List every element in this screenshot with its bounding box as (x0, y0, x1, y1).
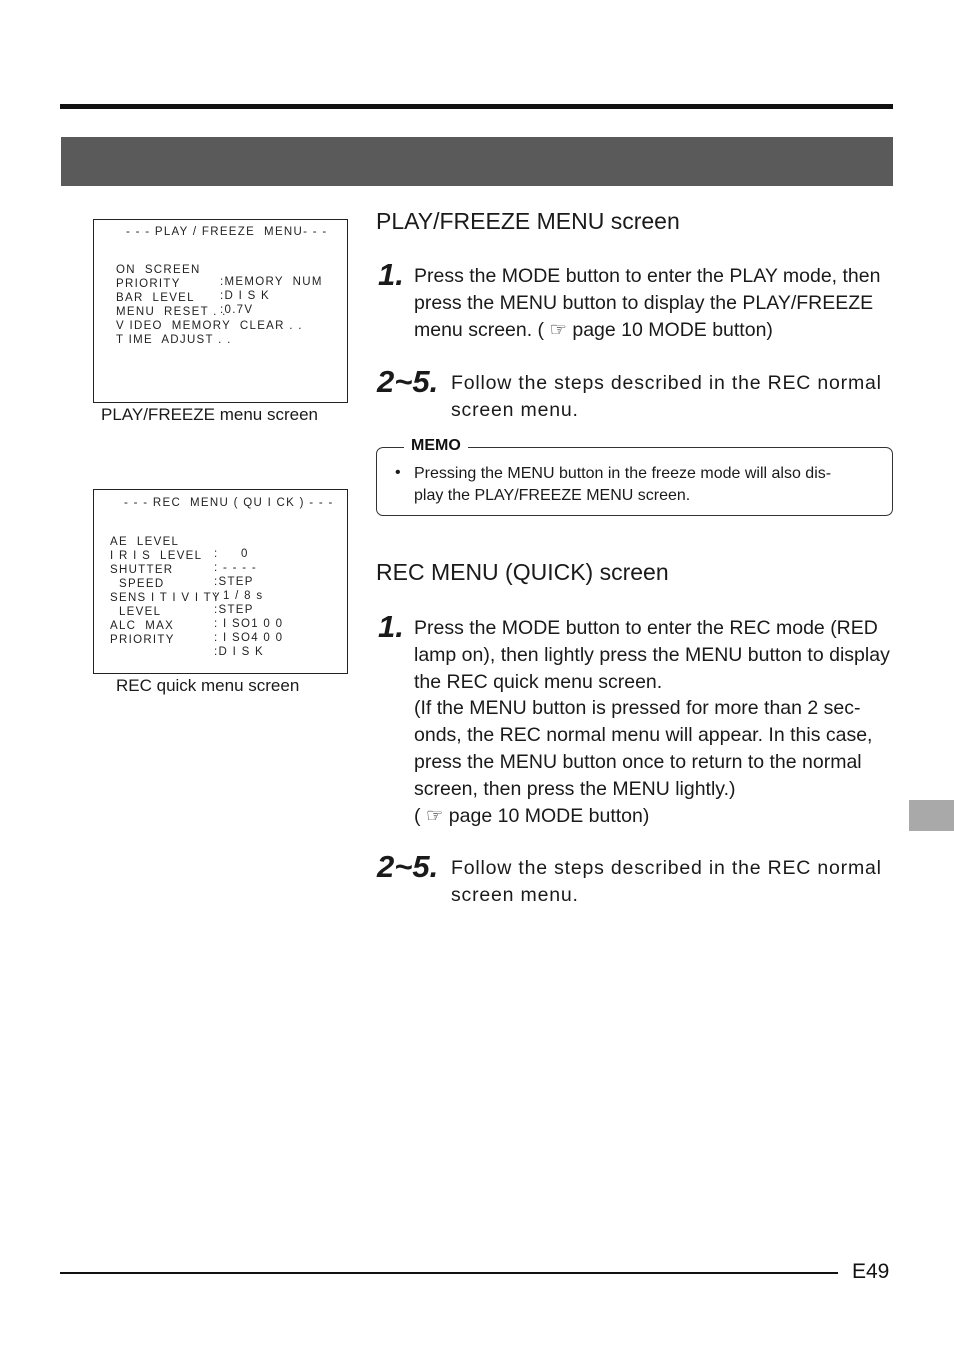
step-line: lamp on), then lightly press the MENU button to display (414, 643, 890, 666)
step-2-5-number: 2~5. (377, 849, 439, 884)
step-line: Follow the steps described in the REC normal (451, 372, 882, 394)
section-title-play-freeze: PLAY/FREEZE MENU screen (376, 208, 680, 234)
step-line: Follow the steps described in the REC normal (451, 857, 882, 879)
play-menu-label: ON SCREEN (116, 264, 201, 276)
rec-menu-label: I R I S LEVEL (110, 550, 203, 562)
bottom-rule (60, 1272, 838, 1274)
rec-quick-menu-screen (93, 489, 348, 674)
step-2-5-text (451, 370, 896, 424)
step-1-text (414, 263, 894, 343)
memo-bullet: • (395, 464, 401, 481)
step-1-number: 1. (378, 257, 404, 292)
rec-menu-label: LEVEL (110, 606, 162, 618)
memo-line: play the PLAY/FREEZE MENU screen. (414, 487, 691, 504)
rec-menu-label: SPEED (110, 578, 165, 590)
step-line: the REC quick menu screen. (414, 670, 663, 693)
step-line: menu screen. ( ☞ page 10 MODE button) (414, 318, 773, 341)
step-line: press the MENU button to display the PLAY/FREEZE (414, 291, 874, 314)
step-line: Press the MODE button to enter the REC mode (RED (414, 617, 878, 639)
step-line: (If the MENU button is pressed for more than 2 sec- (414, 697, 861, 720)
rec-menu-label: PRIORITY (110, 634, 175, 646)
rec-menu-label: AE LEVEL (110, 536, 180, 548)
rec-menu-value: : I SO4 0 0 (214, 632, 284, 644)
step-line: press the MENU button once to return to the normal (414, 750, 862, 773)
memo-line: Pressing the MENU button in the freeze mode will also dis- (414, 465, 832, 482)
header-bar (61, 137, 893, 186)
side-tab (909, 800, 954, 831)
rec-menu-value: :STEP (214, 604, 254, 616)
rec-menu-value: : - - - - (214, 562, 257, 574)
rec-menu-value: :D I S K (214, 646, 265, 658)
step-line: Press the MODE button to enter the PLAY mode, then (414, 265, 881, 287)
play-menu-title: - - - PLAY / FREEZE MENU- - - (126, 226, 328, 238)
rec-menu-label: SHUTTER (110, 564, 174, 576)
play-menu-caption: PLAY/FREEZE menu screen (101, 405, 318, 424)
play-menu-label: BAR LEVEL (116, 292, 195, 304)
step-1-number: 1. (378, 609, 404, 644)
step-1-text (414, 615, 894, 829)
play-freeze-menu-screen (93, 219, 348, 403)
step-2-5-text (451, 855, 896, 909)
step-line: ( ☞ page 10 MODE button) (414, 804, 650, 827)
play-menu-value: :MEMORY NUM (220, 276, 323, 288)
play-menu-value: :D I S K (220, 290, 271, 302)
top-rule (60, 104, 893, 109)
rec-menu-value: :STEP (214, 576, 254, 588)
step-2-5-number: 2~5. (377, 364, 439, 399)
rec-menu-value: : I SO1 0 0 (214, 618, 284, 630)
rec-menu-value: : 1 / 8 s (214, 590, 264, 602)
play-menu-value: :0.7V (220, 304, 254, 316)
rec-menu-value: : 0 (214, 548, 249, 560)
play-menu-label: MENU RESET . . (116, 306, 227, 318)
step-line: screen menu. (451, 883, 579, 906)
page-number: E49 (852, 1260, 890, 1283)
rec-menu-label: ALC MAX (110, 620, 175, 632)
memo-label: MEMO (404, 437, 468, 455)
step-line: onds, the REC normal menu will appear. In this case, (414, 724, 873, 747)
step-line: screen menu. (451, 398, 579, 421)
memo-text (414, 463, 884, 507)
play-menu-label: V IDEO MEMORY CLEAR . . (116, 320, 303, 332)
rec-menu-title: - - - REC MENU ( QU I CK ) - - - (124, 497, 334, 509)
step-line: screen, then press the MENU lightly.) (414, 777, 736, 800)
rec-menu-caption: REC quick menu screen (116, 676, 300, 695)
play-menu-label: T IME ADJUST . . (116, 334, 232, 346)
section-title-rec-quick: REC MENU (QUICK) screen (376, 559, 669, 585)
play-menu-label: PRIORITY (116, 278, 181, 290)
rec-menu-label: SENS I T I V I TY (110, 592, 221, 604)
